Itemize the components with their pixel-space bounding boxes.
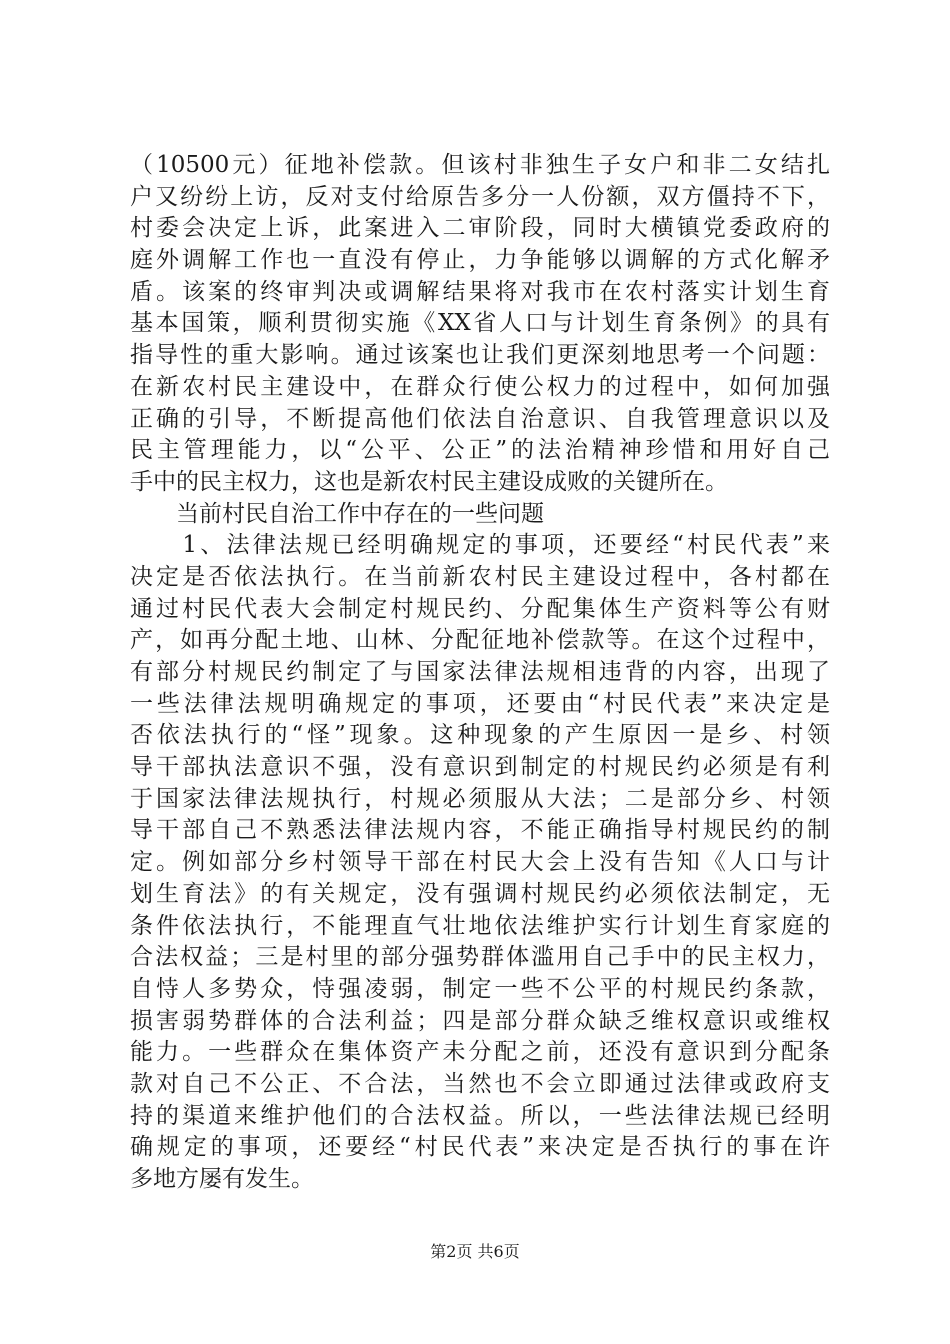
- text-line: 村委会决定上诉，此案进入二审阶段，同时大横镇党委政府的: [130, 215, 830, 242]
- text-line: 合法权益；三是村里的部分强势群体滥用自己手中的民主权力，: [130, 944, 830, 971]
- text-line: 盾。该案的终审判决或调解结果将对我市在农村落实计划生育: [130, 278, 830, 305]
- text-line: 庭外调解工作也一直没有停止，力争能够以调解的方式化解矛: [130, 247, 830, 274]
- text-line: 多地方屡有发生。: [130, 1166, 314, 1192]
- text-line: 产，如再分配土地、山林、分配征地补偿款等。在这个过程中，: [130, 627, 830, 654]
- text-line: 定。例如部分乡村领导干部在村民大会上没有告知《人口与计: [130, 849, 830, 876]
- text-line: 于国家法律法规执行，村规必须服从大法；二是部分乡、村领: [130, 785, 830, 812]
- text-line: 基本国策，顺利贯彻实施《XX省人口与计划生育条例》的具有: [130, 310, 830, 337]
- text-line: 1、法律法规已经明确规定的事项，还要经“村民代表”来: [130, 532, 830, 559]
- text-line: 在新农村民主建设中，在群众行使公权力的过程中，如何加强: [130, 373, 830, 400]
- text-line: 民主管理能力，以“公平、公正”的法治精神珍惜和用好自己: [130, 437, 830, 464]
- text-line: 自恃人多势众，恃强凌弱，制定一些不公平的村规民约条款，: [130, 975, 830, 1002]
- text-line: 户又纷纷上访，反对支付给原告多分一人份额，双方僵持不下，: [130, 183, 830, 210]
- text-line: 指导性的重大影响。通过该案也让我们更深刻地思考一个问题：: [130, 342, 830, 369]
- text-line: 能力。一些群众在集体资产未分配之前，还没有意识到分配条: [130, 1039, 830, 1066]
- text-line: 正确的引导，不断提高他们依法自治意识、自我管理意识以及: [130, 405, 830, 432]
- text-line: 通过村民代表大会制定村规民约、分配集体生产资料等公有财: [130, 595, 830, 622]
- section-heading: 当前村民自治工作中存在的一些问题: [176, 500, 544, 527]
- page-number: 第2页 共6页: [430, 1242, 520, 1261]
- text-line: 划生育法》的有关规定，没有强调村规民约必须依法制定，无: [130, 880, 830, 907]
- text-line: 手中的民主权力，这也是新农村民主建设成败的关键所在。: [130, 468, 728, 495]
- text-line: 条件依法执行，不能理直气壮地依法维护实行计划生育家庭的: [130, 912, 830, 939]
- text-line: 有部分村规民约制定了与国家法律法规相违背的内容，出现了: [130, 659, 830, 685]
- text-line: （10500元）征地补偿款。但该村非独生子女户和非二女结扎: [130, 152, 830, 178]
- text-line: 一些法律法规明确规定的事项，还要由“村民代表”来决定是: [130, 690, 830, 717]
- text-line: 导干部执法意识不强，没有意识到制定的村规民约必须是有利: [130, 754, 830, 781]
- text-line: 损害弱势群体的合法利益；四是部分群众缺乏维权意识或维权: [130, 1007, 830, 1034]
- text-line: 决定是否依法执行。在当前新农村民主建设过程中，各村都在: [130, 563, 830, 590]
- body-text: [130, 150, 830, 1196]
- text-line: 款对自己不公正、不合法，当然也不会立即通过法律或政府支: [130, 1070, 830, 1097]
- text-line: 导干部自己不熟悉法律法规内容，不能正确指导村规民约的制: [130, 817, 830, 844]
- text-line: 确规定的事项，还要经“村民代表”来决定是否执行的事在许: [130, 1134, 830, 1161]
- text-line: 否依法执行的“怪”现象。这种现象的产生原因一是乡、村领: [130, 722, 830, 749]
- text-line: 持的渠道来维护他们的合法权益。所以，一些法律法规已经明: [130, 1102, 830, 1129]
